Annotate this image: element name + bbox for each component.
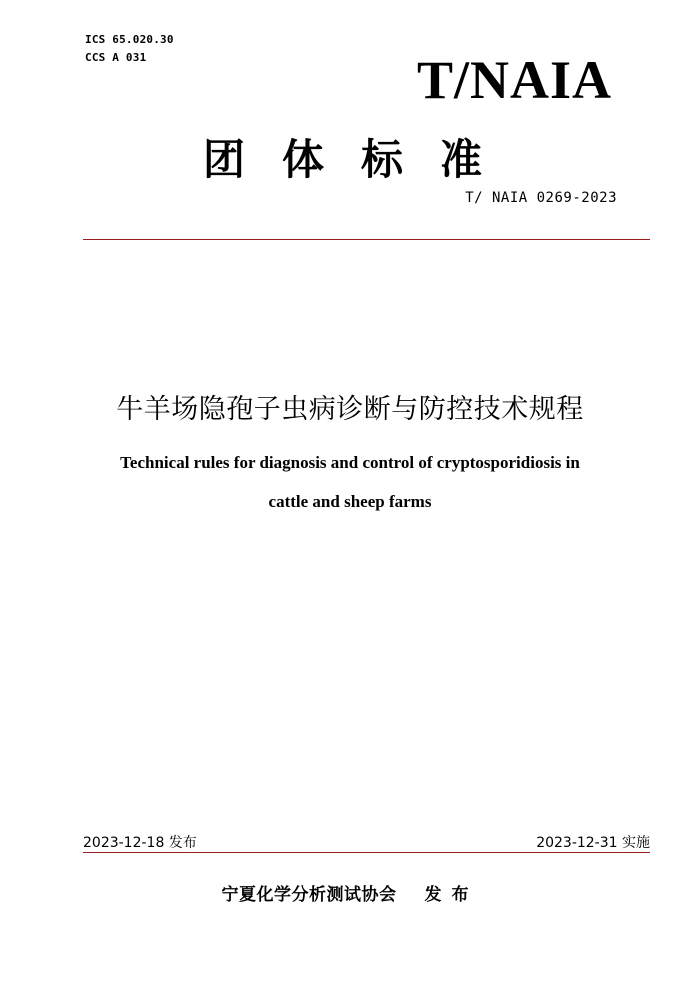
- standard-type: 团体标准: [203, 135, 520, 184]
- bottom-divider: [83, 852, 650, 853]
- top-divider: [83, 239, 650, 240]
- standard-number: T/ NAIA 0269-2023: [465, 190, 617, 206]
- ccs-code: CCS A 031: [85, 51, 147, 64]
- title-english-line-1: Technical rules for diagnosis and control of cryptosporidiosis in: [120, 453, 580, 472]
- publisher-name: 宁夏化学分析测试协会: [221, 885, 397, 905]
- publisher-line: [0, 880, 700, 905]
- organization-code: T/NAIA: [416, 50, 612, 110]
- title-english-line-2: cattle and sheep farms: [268, 492, 432, 511]
- publish-label: 发布: [424, 885, 479, 905]
- ics-code: ICS 65.020.30: [85, 33, 174, 46]
- title-chinese: 牛羊场隐孢子虫病诊断与防控技术规程: [116, 394, 584, 425]
- implementation-date: 2023-12-31 实施: [536, 835, 650, 851]
- issue-date: 2023-12-18 发布: [83, 835, 197, 851]
